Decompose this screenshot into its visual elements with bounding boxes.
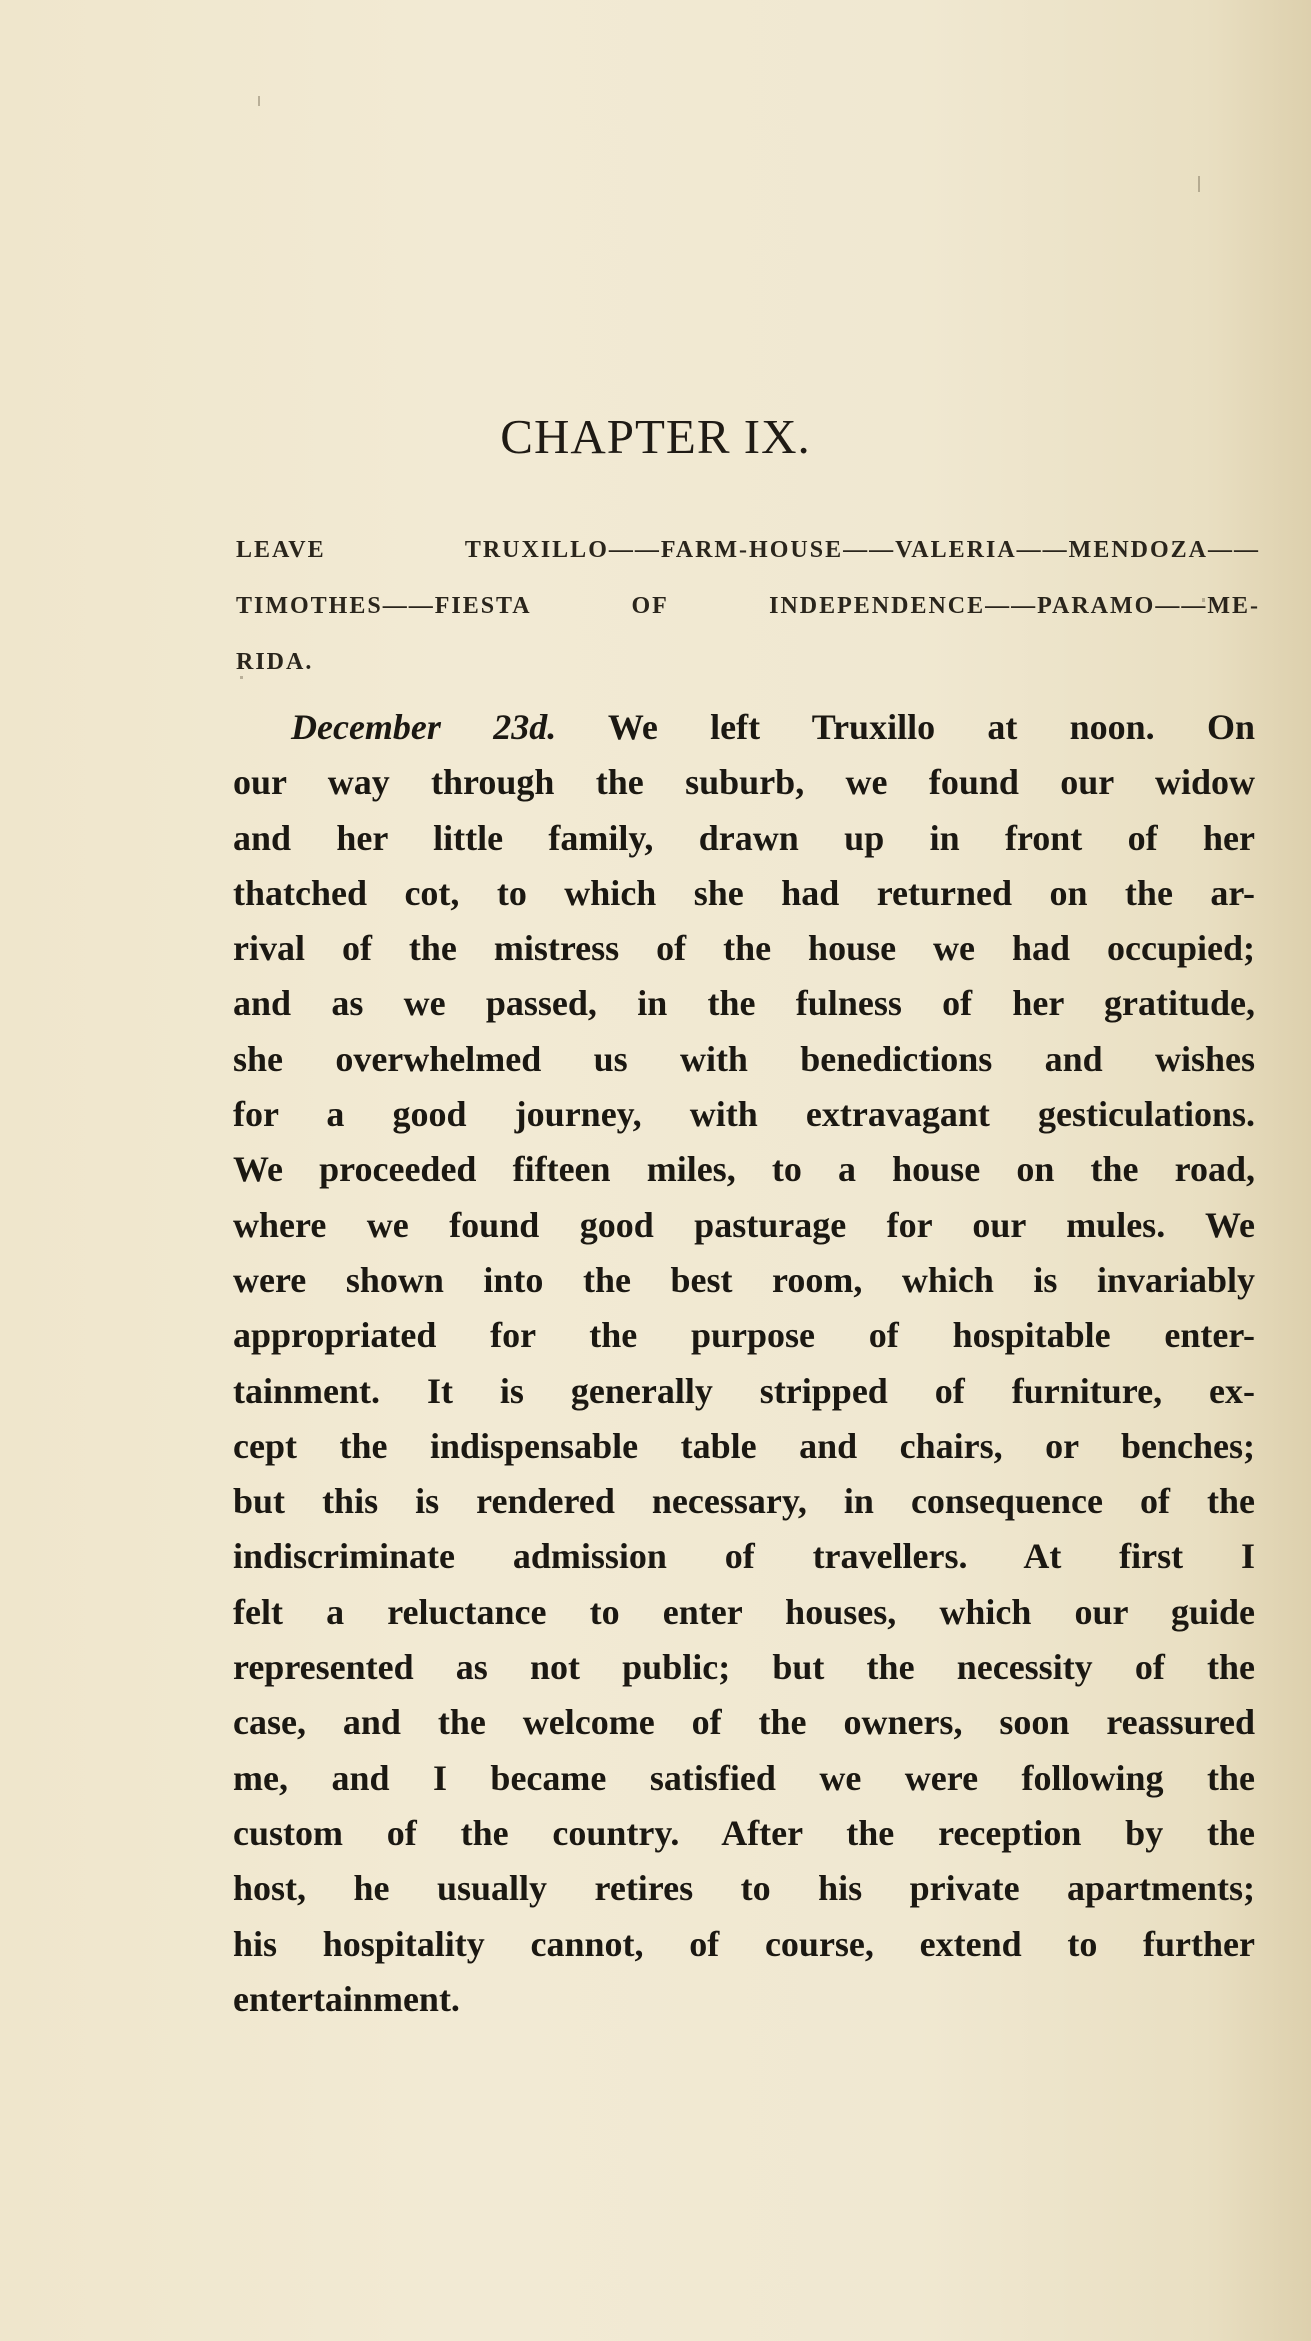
body-line: felt a reluctance to enter houses, which our guide	[233, 1591, 1255, 1632]
body-line: where we found good pasturage for our mules. We	[233, 1204, 1255, 1245]
body-line: cept the indispensable table and chairs, or benches;	[233, 1425, 1255, 1466]
body-line: custom of the country. After the reception by the	[233, 1812, 1255, 1853]
chapter-synopsis	[236, 522, 1260, 690]
body-line: tainment. It is generally stripped of furniture, ex-	[233, 1370, 1255, 1411]
body-line: and her little family, drawn up in front of her	[233, 817, 1255, 858]
body-line: our way through the suburb, we found our widow	[233, 762, 1255, 803]
body-line: she overwhelmed us with benedictions and wishes	[233, 1038, 1255, 1079]
body-line: case, and the welcome of the owners, soon reassured	[233, 1702, 1255, 1743]
body-line: host, he usually retires to his private apartments;	[233, 1868, 1255, 1909]
body-line: indiscriminate admission of travellers. At first I	[233, 1536, 1255, 1577]
body-line: were shown into the best room, which is invariably	[233, 1259, 1255, 1300]
body-line: me, and I became satisfied we were following the	[233, 1757, 1255, 1798]
synopsis-line: LEAVE TRUXILLO——FARM-HOUSE——VALERIA——MENDOZA——	[236, 537, 1260, 563]
synopsis-line: TIMOTHES——FIESTA OF INDEPENDENCE——PARAMO——ME-	[236, 593, 1260, 619]
body-line: his hospitality cannot, of course, extend to further	[233, 1923, 1255, 1964]
synopsis-line: RIDA.	[236, 649, 314, 675]
body-line: and as we passed, in the fulness of her gratitude,	[233, 983, 1255, 1024]
body-line: We proceeded fifteen miles, to a house on the road,	[233, 1149, 1255, 1190]
body-line-text: We left Truxillo at noon. On	[607, 707, 1255, 747]
paper-speck	[258, 96, 260, 106]
body-line: but this is rendered necessary, in consequence of the	[233, 1481, 1255, 1522]
body-line: thatched cot, to which she had returned on the ar-	[233, 872, 1255, 913]
date-heading: December 23d.	[291, 707, 557, 747]
body-line: rival of the mistress of the house we had occupied;	[233, 928, 1255, 969]
body-line: for a good journey, with extravagant gesticulations.	[233, 1094, 1255, 1135]
body-line: entertainment.	[233, 1978, 460, 2019]
paper-speck	[1198, 176, 1200, 192]
body-line: represented as not public; but the necessity of the	[233, 1647, 1255, 1688]
body-line	[233, 700, 1255, 755]
body-paragraph	[233, 700, 1255, 2027]
body-line: appropriated for the purpose of hospitable enter-	[233, 1315, 1255, 1356]
chapter-title: CHAPTER IX.	[500, 409, 811, 464]
